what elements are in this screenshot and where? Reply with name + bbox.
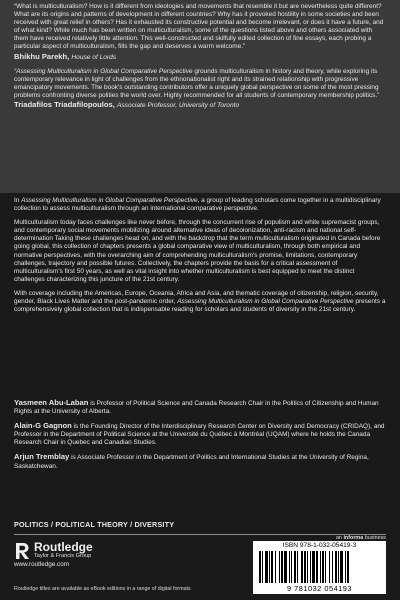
barcode-bar (262, 551, 263, 583)
routledge-r-logo-icon (14, 542, 30, 560)
endorsement-book-title: “Assessing Multiculturalism in Global Comparative Perspective (14, 67, 193, 75)
endorsements (14, 3, 386, 110)
endorsement-quote-2-text: grounds multiculturalism in history and theory, while exploring its contemporary relevance in light of challenges from the ethnonationalist right and its strained relationship with progressive emancipatory movements. The book's outstanding contributors offer a uniquely global perspective on some of the most pressing problems confronting diverse polities the world over. Highly recommended for all students of contemporary membership politics.” (14, 67, 380, 99)
barcode-bar (265, 551, 268, 583)
barcode-bar (329, 551, 330, 583)
barcode-bar (338, 551, 339, 583)
barcode-bar (347, 551, 349, 583)
barcode-bar (259, 551, 261, 583)
endorsement-quote-2 (14, 68, 386, 100)
barcode-bar (271, 551, 273, 583)
desc-p1-rest: , a group of leading scholars come together in a multidisciplinary collection to assess multiculturalism through an international comparative perspective. (14, 197, 381, 213)
publisher-url[interactable]: www.routledge.com (14, 561, 69, 568)
publisher-subtitle: Taylor & Francis Group (34, 553, 92, 559)
desc-p3-rest: presents a comprehensively global collection that is indispensable reading for scholars and students of diversity in the 21st century. (14, 298, 386, 314)
imprint-brand: informa (343, 535, 364, 541)
editor-name-1: Yasmeen Abu-Laban (14, 398, 89, 407)
barcode-bar (297, 551, 298, 583)
endorsement-attribution-1: Bhikhu Parekh, House of Lords (14, 51, 117, 61)
barcode-bar (269, 551, 270, 583)
book-description (14, 197, 386, 320)
desc-p3-prefix: With coverage including the Americas, Europe, Oceania, Africa and Asia, and thematic coverage of citizenship, religion, security, gender, Black Lives Matter and the post-pandemic order, (14, 289, 379, 306)
barcode-bar (332, 551, 333, 583)
barcode-bar (279, 551, 280, 583)
barcode-bar (289, 551, 290, 583)
barcode-bar (325, 551, 326, 583)
endorser-name-1: Bhikhu Parekh (14, 51, 68, 61)
barcode-bar (345, 551, 346, 583)
barcode-bar (340, 551, 343, 583)
editor-bio-text-2: is the Founding Director of the Interdisciplinary Research Center on Diversity and Democracy (CRIDAQ), and Professor in the Department of Political Science at the Université du Québec à Montréal (UQAM) where he holds the Canada Research Chair in Quebec and Canadian Studies. (14, 423, 385, 447)
endorser-affiliation-2: Associate Professor, University of Toronto (116, 101, 240, 109)
barcode-bar (310, 551, 311, 583)
editor-bio-text-3: is Associate Professor in the Department of Politics and International Studies at the University of Regina, Saskatchewan. (14, 454, 369, 470)
endorser-affiliation-1: House of Lords (71, 53, 117, 61)
barcode-bar (275, 551, 276, 583)
barcode-bars (259, 551, 380, 583)
divider (14, 534, 386, 535)
barcode-bar (322, 551, 324, 583)
endorsements-panel (0, 0, 400, 193)
barcode (253, 541, 386, 594)
editor-name-3: Arjun Tremblay (14, 452, 70, 462)
description-paragraph-3 (14, 290, 386, 314)
barcode-digits: 9 781032 054193 (286, 584, 353, 593)
editor-bio-text-1: is Professor of Political Science and Canada Research Chair in the Politics of Citizenship and Human Rights at the University of Alberta. (14, 400, 379, 416)
publisher-name: Routledge (34, 540, 93, 554)
barcode-bar (291, 551, 292, 583)
editor-bio-3 (14, 453, 386, 470)
imprint-suffix: business (363, 535, 386, 541)
barcode-bar (312, 551, 315, 583)
desc-p1-title: Assessing Multiculturalism in Global Comparative Perspective (21, 197, 198, 204)
desc-p3-title: Assessing Multiculturalism in Global Comparative Perspective (177, 298, 354, 306)
editor-bio-2 (14, 422, 386, 447)
editor-bio-1 (14, 399, 386, 416)
endorser-name-2: Triadafilos Triadafilopoulos (14, 99, 113, 109)
barcode-bar (307, 551, 308, 583)
description-paragraph-2: Multiculturalism today faces challenges like never before, through the concurrent rise of populism and white supremacist groups, and contemporary social movements mobilizing around alternative ideas of decolonization, anti-racism and national self-determination Taking these challenges head on, and with the backdrop that the term multiculturalism originated in Canada before going global, this collection of chapters presents a global comparative view of multiculturalism, through both empirical and normative perspectives, with the overarching aim of comprehending multiculturalism's promise, limitations, contemporary challenges, trajectory and possible futures. Collectively, the chapters provide the basis for a critical assessment of multiculturalism's first 50 years, as well as vital insight into whether multiculturalism is best equipped to meet the distinct challenges characterizing this juncture of the 21st century. (14, 219, 381, 283)
desc-p1-prefix: In (14, 197, 22, 204)
barcode-bar (294, 551, 296, 583)
barcode-bar (304, 551, 306, 583)
barcode-bar (335, 551, 337, 583)
barcode-bar (320, 551, 321, 583)
publisher-logo[interactable] (14, 541, 93, 560)
imprint-prefix: an (335, 535, 344, 541)
barcode-bar (316, 551, 318, 583)
barcode-bar (301, 551, 303, 583)
endorsement-attribution-2: Triadafilos Triadafilopoulos, Associate Professor, University of Toronto (14, 99, 240, 109)
barcode-bar (281, 551, 283, 583)
subject-categories: POLITICS / POLITICAL THEORY / DIVERSITY (14, 520, 175, 529)
endorsement-quote-1: “What is multiculturalism? How is it different from ideologies and movements that resemble it but are nevertheless quite different? What are its origins and patterns of development in different countries? Why has it provoked hostility in some societies and been received with great relief in others? Has it exhausted its constructive potential and become irrelevant, or does it have a future, and of what kind? While much has been written on multiculturalism, some of the questions listed above and others associated with them have received relatively little attention. This well-constructed and skilfully edited collection of fine essays, each probing a particular aspect of multiculturalism, fills the gap and deserves a warm welcome.” (14, 3, 384, 51)
editor-name-2: Alain-G Gagnon (14, 421, 72, 431)
description-paragraph-1 (14, 197, 386, 213)
barcode-bar (284, 551, 287, 583)
isbn-label: ISBN 978-1-032-05419-3 (282, 542, 357, 549)
publisher-name-block (34, 541, 93, 560)
editor-bios (14, 399, 386, 477)
ebook-note: Routledge titles are available as eBook editions in a range of digital formats (14, 586, 191, 592)
